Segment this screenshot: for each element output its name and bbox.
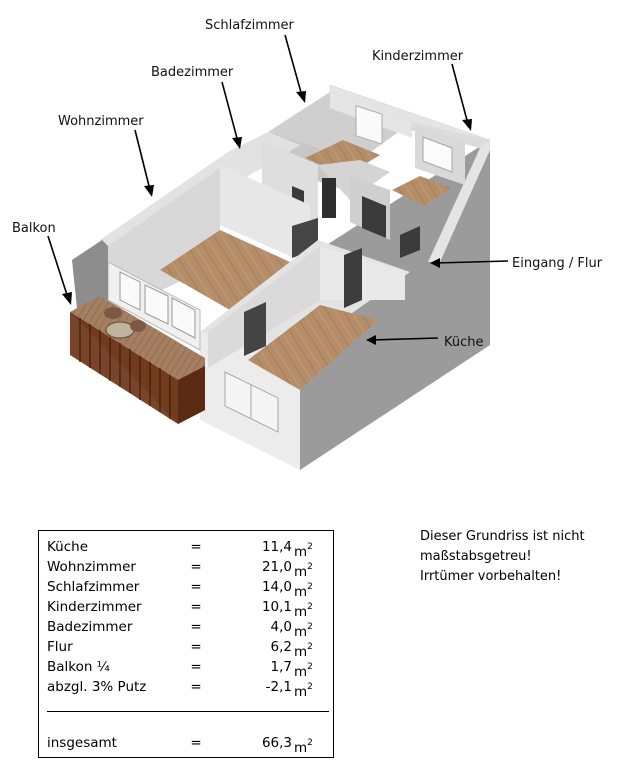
equals-sign: = — [190, 559, 202, 575]
equals-sign: = — [190, 679, 202, 695]
area-unit: $m^2$ — [294, 642, 313, 660]
equals-sign: = — [190, 639, 202, 655]
label-balkon: Balkon — [12, 221, 56, 236]
label-eingang-flur: Eingang / Flur — [512, 256, 603, 271]
room-name: Wohnzimmer — [47, 559, 136, 575]
equals-sign: = — [190, 579, 202, 595]
disclaimer-line: Dieser Grundriss ist nicht — [420, 529, 585, 544]
area-unit: $m^2$ — [294, 582, 313, 600]
balkon-chair — [130, 320, 146, 332]
area-value: 6,2 — [270, 639, 292, 655]
area-value: 4,0 — [270, 619, 292, 635]
balkon-table — [106, 322, 134, 338]
room-name: Balkon ¼ — [47, 659, 110, 675]
kueche-door-right — [344, 248, 362, 308]
equals-sign: = — [190, 539, 202, 555]
area-value: 1,7 — [270, 659, 292, 675]
room-name: Küche — [47, 539, 89, 555]
room-name: Flur — [47, 639, 73, 655]
area-value: 11,4 — [261, 539, 292, 555]
room-name: Badezimmer — [47, 619, 133, 635]
equals-sign: = — [190, 619, 202, 635]
area-unit: $m^2$ — [294, 602, 313, 620]
room-name: abzgl. 3% Putz — [47, 679, 147, 695]
disclaimer-note — [420, 527, 610, 587]
disclaimer-line: maßstabsgetreu! — [420, 549, 532, 564]
area-unit: $m^2$ — [294, 542, 313, 560]
equals-sign: = — [190, 659, 202, 675]
area-value: 10,1 — [261, 599, 292, 615]
room-name: Schlafzimmer — [47, 579, 140, 595]
equals-sign: = — [190, 599, 202, 615]
table-divider — [47, 711, 329, 712]
area-unit: $m^2$ — [294, 738, 313, 756]
label-kueche: Küche — [444, 335, 484, 350]
label-badezimmer: Badezimmer — [151, 65, 234, 80]
disclaimer-line: Irrtümer vorbehalten! — [420, 569, 562, 584]
area-value: -2,1 — [265, 679, 292, 695]
area-unit: $m^2$ — [294, 562, 313, 580]
equals-sign: = — [190, 735, 202, 751]
area-value: 14,0 — [261, 579, 292, 595]
room-name: Kinderzimmer — [47, 599, 142, 615]
total-value: 66,3 — [261, 735, 292, 751]
bad-door — [322, 178, 336, 218]
area-unit: $m^2$ — [294, 622, 313, 640]
area-unit: $m^2$ — [294, 662, 313, 680]
balkon-chair — [104, 307, 122, 319]
label-kinderzimmer: Kinderzimmer — [372, 49, 464, 64]
label-schlafzimmer: Schlafzimmer — [205, 18, 294, 33]
area-value: 21,0 — [261, 559, 292, 575]
label-wohnzimmer: Wohnzimmer — [58, 114, 144, 129]
area-table — [38, 530, 334, 758]
area-unit: $m^2$ — [294, 682, 313, 700]
total-label: insgesamt — [47, 735, 117, 751]
